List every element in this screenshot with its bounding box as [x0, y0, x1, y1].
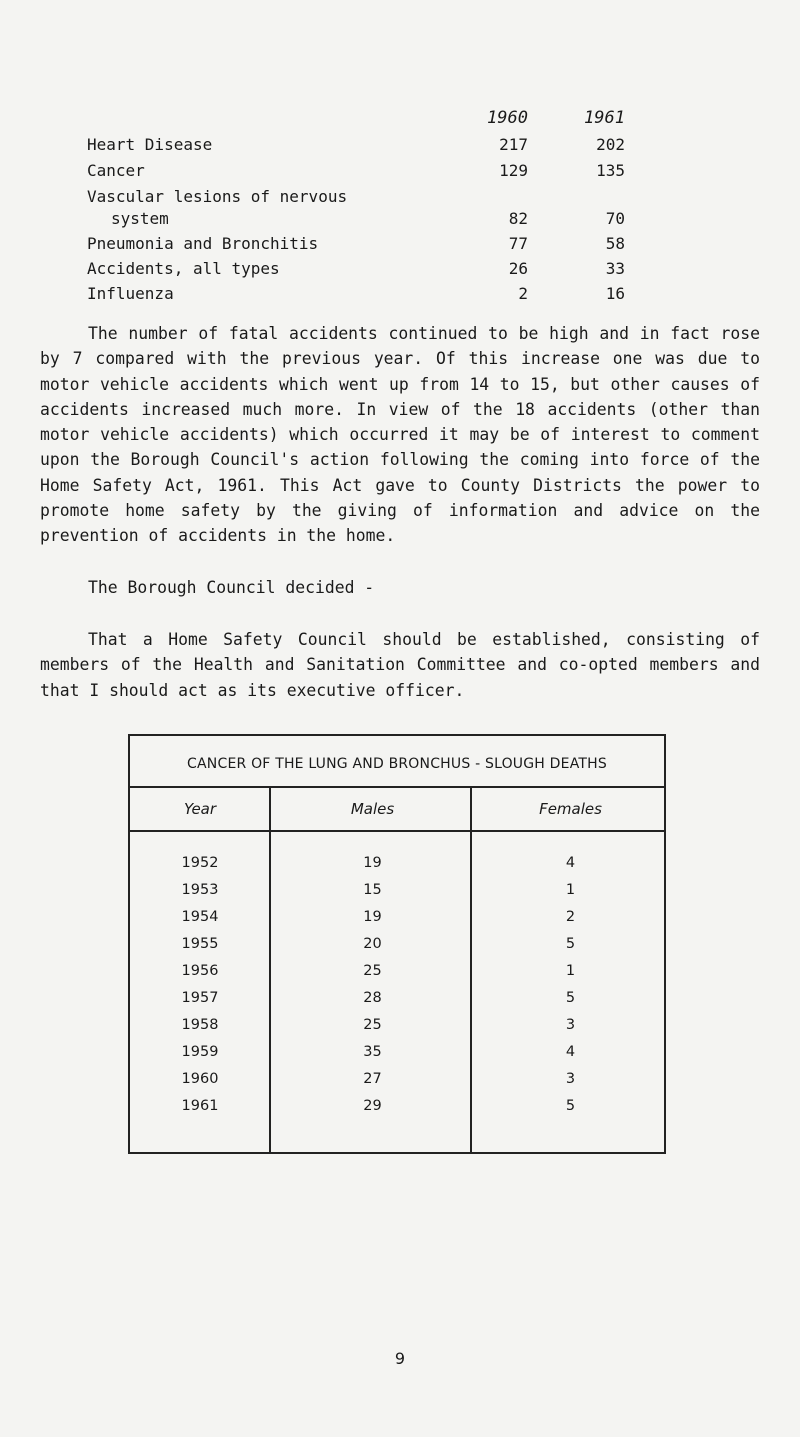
males-cell: 19: [363, 909, 382, 925]
males-cell: 27: [363, 1071, 382, 1087]
table-row: [130, 1071, 664, 1098]
value-1961: 16: [605, 284, 625, 303]
value-1960: 217: [499, 135, 528, 154]
council-decision-intro: The Borough Council decided -: [88, 578, 375, 597]
accidents-paragraph: The number of fatal accidents continued to be high and in fact rose by 7 compared with the previous year. Of this increase one was due to motor vehicle accidents which went up from 14 to 15, but other causes of accidents increased much more. In view of the 18 accidents (other than motor vehicle accidents) which occurred it may be of interest to comment upon the Borough Council's action following the coming into force of the Home Safety Act, 1961. This Act gave to County Districts the power to promote home safety by the giving of information and advice on the prevention of accidents in the home.: [40, 324, 760, 546]
table-row: [0, 284, 800, 310]
table-row: [0, 135, 800, 161]
value-1961: 135: [596, 161, 625, 180]
females-cell: 3: [565, 1071, 576, 1087]
males-cell: 25: [363, 1017, 382, 1033]
table-row: [0, 209, 800, 235]
table-row: [0, 234, 800, 260]
lung-cancer-table: [128, 734, 666, 1154]
cause-label: Cancer: [87, 161, 145, 180]
year-cell: 1953: [181, 882, 219, 898]
year-cell: 1958: [181, 1017, 219, 1033]
cause-label: Vascular lesions of nervous: [87, 187, 348, 206]
females-cell: 5: [565, 1098, 576, 1114]
year-cell: 1956: [181, 963, 219, 979]
year-cell: 1960: [181, 1071, 219, 1087]
value-1961: 202: [596, 135, 625, 154]
females-cell: 5: [565, 936, 576, 952]
table-row: [130, 1017, 664, 1044]
year-cell: 1954: [181, 909, 219, 925]
column-header-year: Year: [183, 800, 217, 818]
cause-label: Heart Disease: [87, 135, 213, 154]
page-number: 9: [394, 1349, 406, 1368]
year-cell: 1959: [181, 1044, 219, 1060]
table-title: CANCER OF THE LUNG AND BRONCHUS - SLOUGH DEATHS: [130, 736, 664, 788]
table-row: [130, 1098, 664, 1125]
table-row: [130, 936, 664, 963]
year-cell: 1957: [181, 990, 219, 1006]
value-1961: 70: [605, 209, 625, 228]
males-cell: 28: [363, 990, 382, 1006]
cause-label: Pneumonia and Bronchitis: [87, 234, 319, 253]
females-cell: 1: [565, 882, 576, 898]
females-cell: 5: [565, 990, 576, 1006]
table-row: [130, 855, 664, 882]
females-cell: 4: [565, 1044, 576, 1060]
cause-label: Influenza: [87, 284, 174, 303]
value-1961: 58: [605, 234, 625, 253]
year-header-row: [0, 108, 800, 134]
year-cell: 1961: [181, 1098, 219, 1114]
value-1960: 129: [499, 161, 528, 180]
males-cell: 29: [363, 1098, 382, 1114]
year-cell: 1955: [181, 936, 219, 952]
cause-label: Accidents, all types: [87, 259, 280, 278]
females-cell: 1: [565, 963, 576, 979]
value-1960: 26: [508, 259, 528, 278]
year-header-1961: 1961: [584, 108, 625, 128]
column-header-females: Females: [539, 800, 602, 818]
year-header-1960: 1960: [487, 108, 528, 128]
males-cell: 19: [363, 855, 382, 871]
cause-label-continued: system: [111, 209, 169, 228]
year-cell: 1952: [181, 855, 219, 871]
table-row: [130, 963, 664, 990]
value-1960: 77: [508, 234, 528, 253]
males-cell: 15: [363, 882, 382, 898]
value-1960: 82: [508, 209, 528, 228]
home-safety-paragraph: That a Home Safety Council should be established, consisting of members of the Health and Sanitation Committee and co-opted members and that I should act as its executive officer.: [40, 630, 760, 700]
accidents-paragraph-block: [40, 321, 760, 549]
value-1961: 33: [605, 259, 625, 278]
value-1960: 2: [518, 284, 528, 303]
males-cell: 20: [363, 936, 382, 952]
females-cell: 3: [565, 1017, 576, 1033]
column-header-males: Males: [350, 800, 395, 818]
table-row: [0, 259, 800, 285]
females-cell: 2: [565, 909, 576, 925]
males-cell: 35: [363, 1044, 382, 1060]
home-safety-block: [40, 627, 760, 703]
table-row: [0, 161, 800, 187]
table-row: [130, 1044, 664, 1071]
table-row: [130, 909, 664, 936]
females-cell: 4: [565, 855, 576, 871]
table-header-row: [130, 788, 664, 832]
table-row: [130, 990, 664, 1017]
table-row: [130, 882, 664, 909]
council-decision-block: [40, 575, 760, 600]
males-cell: 25: [363, 963, 382, 979]
